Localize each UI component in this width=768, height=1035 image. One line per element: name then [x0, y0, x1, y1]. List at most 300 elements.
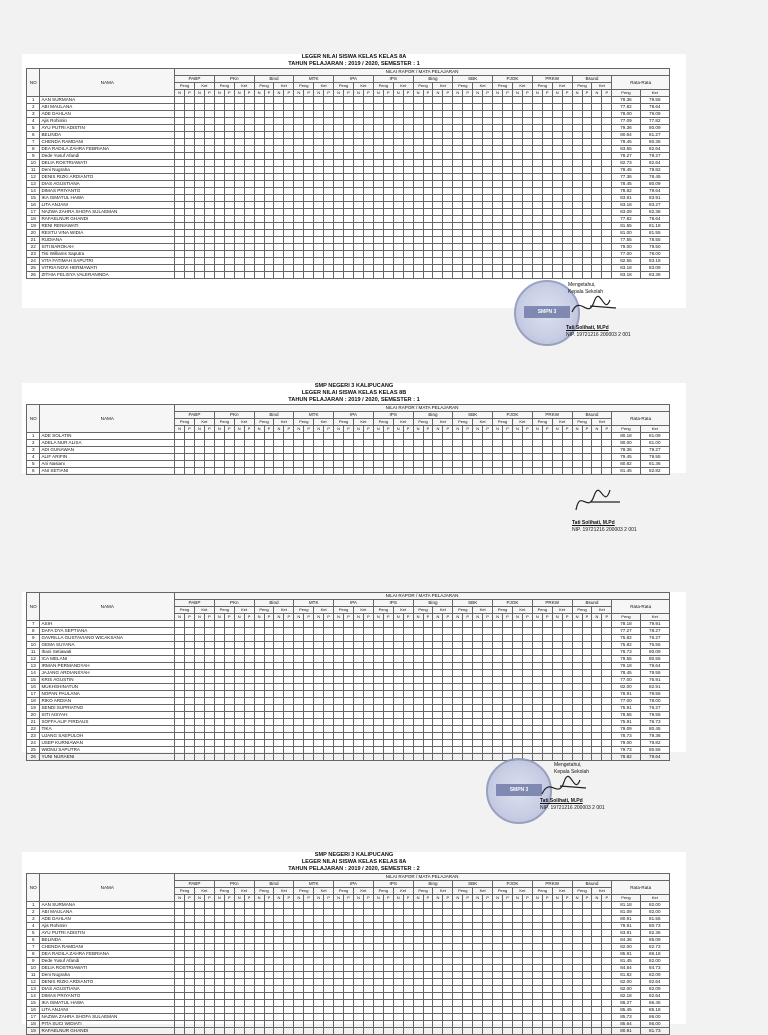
grade-cell: [194, 167, 204, 174]
grade-cell: [373, 656, 383, 663]
grade-cell: [324, 986, 334, 993]
row-number: 4: [27, 118, 40, 125]
grade-cell: [403, 440, 413, 447]
grade-cell: [383, 174, 393, 181]
grade-cell: [204, 909, 214, 916]
grade-cell: [522, 670, 532, 677]
student-name: ADELA NUR ALISA: [40, 440, 175, 447]
grade-cell: [254, 181, 264, 188]
student-name: AAN SURMANA: [40, 97, 175, 104]
grade-cell: [185, 733, 195, 740]
subheader-np: N: [532, 426, 542, 433]
average-peng: 78.82: [612, 754, 640, 761]
grade-cell: [254, 740, 264, 747]
grade-cell: [234, 902, 244, 909]
table-row: [27, 649, 670, 656]
grade-cell: [304, 139, 314, 146]
grade-cell: [592, 188, 602, 195]
grade-cell: [274, 972, 284, 979]
grade-cell: [552, 139, 562, 146]
grade-cell: [204, 726, 214, 733]
subheader-peng: Peng: [493, 419, 513, 426]
grade-cell: [453, 1021, 463, 1028]
grade-cell: [244, 202, 254, 209]
grade-cell: [423, 979, 433, 986]
grade-cell: [483, 251, 493, 258]
grade-cell: [373, 902, 383, 909]
grade-cell: [185, 719, 195, 726]
signature-name-block: [566, 325, 631, 338]
grade-cell: [185, 958, 195, 965]
grade-cell: [582, 740, 592, 747]
grade-cell: [562, 1021, 572, 1028]
subheader-peng: Peng: [532, 419, 552, 426]
grade-cell: [244, 958, 254, 965]
grade-cell: [334, 747, 344, 754]
grade-cell: [393, 986, 403, 993]
grade-cell: [204, 1028, 214, 1035]
grade-cell: [433, 930, 443, 937]
grade-cell: [602, 719, 612, 726]
grade-cell: [592, 916, 602, 923]
grade-cell: [393, 146, 403, 153]
grade-cell: [314, 656, 324, 663]
grade-cell: [453, 930, 463, 937]
subheader-np: P: [204, 426, 214, 433]
grade-cell: [483, 146, 493, 153]
grade-cell: [562, 719, 572, 726]
grade-cell: [522, 1028, 532, 1035]
grade-cell: [453, 726, 463, 733]
grade-cell: [532, 202, 542, 209]
grade-cell: [483, 111, 493, 118]
grade-cell: [463, 719, 473, 726]
average-ket: 82.64: [640, 993, 669, 1000]
grade-cell: [314, 272, 324, 279]
grade-cell: [522, 642, 532, 649]
subject-header: Bind: [254, 76, 294, 83]
grade-cell: [572, 202, 582, 209]
grade-cell: [503, 930, 513, 937]
grade-cell: [224, 649, 234, 656]
grade-cell: [304, 440, 314, 447]
grade-cell: [324, 670, 334, 677]
grade-cell: [185, 916, 195, 923]
grade-cell: [572, 635, 582, 642]
grade-cell: [413, 972, 423, 979]
grade-cell: [512, 468, 522, 475]
grade-cell: [433, 195, 443, 202]
grade-cell: [393, 1000, 403, 1007]
grade-cell: [185, 705, 195, 712]
table-row: [27, 642, 670, 649]
grade-cell: [512, 677, 522, 684]
subheader-np: N: [453, 90, 463, 97]
grade-cell: [473, 621, 483, 628]
grade-cell: [493, 677, 503, 684]
average-peng: 86.27: [612, 1000, 640, 1007]
grade-cell: [602, 902, 612, 909]
grade-cell: [334, 468, 344, 475]
grade-cell: [314, 902, 324, 909]
grade-cell: [353, 468, 363, 475]
grade-cell: [532, 733, 542, 740]
grade-cell: [592, 979, 602, 986]
grade-cell: [473, 691, 483, 698]
grade-cell: [473, 628, 483, 635]
subject-header: IPA: [334, 412, 374, 419]
grade-cell: [483, 719, 493, 726]
grade-cell: [234, 670, 244, 677]
average-ket: 76.91: [640, 677, 669, 684]
grade-cell: [602, 111, 612, 118]
grade-cell: [244, 1007, 254, 1014]
grade-cell: [175, 965, 185, 972]
grade-cell: [284, 649, 294, 656]
grade-cell: [284, 265, 294, 272]
grade-cell: [234, 209, 244, 216]
subheader-peng: Peng: [532, 83, 552, 90]
grade-cell: [542, 621, 552, 628]
grade-cell: [254, 684, 264, 691]
grade-cell: [443, 677, 453, 684]
subheader-np: P: [522, 90, 532, 97]
grade-cell: [194, 265, 204, 272]
grade-cell: [314, 663, 324, 670]
grade-cell: [274, 181, 284, 188]
grade-cell: [294, 670, 304, 677]
grade-cell: [274, 754, 284, 761]
grade-cell: [433, 272, 443, 279]
grade-cell: [542, 1007, 552, 1014]
grade-cell: [383, 986, 393, 993]
grade-cell: [503, 118, 513, 125]
subheader-np: N: [453, 895, 463, 902]
grade-cell: [552, 986, 562, 993]
grade-cell: [393, 216, 403, 223]
grade-cell: [254, 202, 264, 209]
grade-cell: [483, 223, 493, 230]
subheader-ket: Ket: [433, 83, 453, 90]
student-name: Ajis Rohimin: [40, 118, 175, 125]
grade-cell: [592, 705, 602, 712]
grade-cell: [264, 272, 274, 279]
grade-cell: [413, 621, 423, 628]
grade-cell: [453, 965, 463, 972]
grade-cell: [443, 993, 453, 1000]
grade-cell: [542, 986, 552, 993]
grade-cell: [393, 937, 403, 944]
grade-cell: [353, 202, 363, 209]
average-ket: 80.45: [640, 726, 669, 733]
grade-cell: [214, 216, 224, 223]
grade-cell: [314, 635, 324, 642]
grade-table: [26, 68, 670, 279]
grade-cell: [393, 118, 403, 125]
grade-cell: [552, 719, 562, 726]
grade-cell: [224, 754, 234, 761]
grade-cell: [294, 181, 304, 188]
grade-cell: [234, 160, 244, 167]
grade-cell: [264, 454, 274, 461]
grade-cell: [214, 1021, 224, 1028]
grade-cell: [562, 691, 572, 698]
grade-cell: [453, 937, 463, 944]
grade-cell: [512, 139, 522, 146]
grade-cell: [234, 1028, 244, 1035]
grade-cell: [493, 195, 503, 202]
grade-cell: [264, 202, 274, 209]
grade-cell: [264, 937, 274, 944]
grade-cell: [334, 930, 344, 937]
subheader-np: N: [473, 426, 483, 433]
grade-cell: [264, 916, 274, 923]
grade-cell: [244, 754, 254, 761]
subheader-ket: Ket: [353, 419, 373, 426]
table-row: [27, 635, 670, 642]
grade-cell: [453, 160, 463, 167]
student-name: RENI RENIAWATI: [40, 223, 175, 230]
grade-cell: [522, 740, 532, 747]
grade-cell: [403, 188, 413, 195]
grade-cell: [493, 916, 503, 923]
grade-cell: [423, 747, 433, 754]
grade-cell: [185, 202, 195, 209]
grade-cell: [344, 223, 354, 230]
grade-cell: [493, 188, 503, 195]
grade-cell: [194, 937, 204, 944]
grade-cell: [284, 993, 294, 1000]
grade-cell: [284, 698, 294, 705]
grade-cell: [473, 747, 483, 754]
grade-cell: [433, 902, 443, 909]
grade-cell: [562, 979, 572, 986]
grade-cell: [324, 1000, 334, 1007]
grade-cell: [602, 244, 612, 251]
subheader-np: N: [353, 895, 363, 902]
grade-cell: [254, 944, 264, 951]
grade-cell: [413, 216, 423, 223]
grade-cell: [423, 923, 433, 930]
grade-cell: [423, 965, 433, 972]
subheader-np: N: [214, 895, 224, 902]
grade-cell: [214, 951, 224, 958]
grade-cell: [264, 188, 274, 195]
grade-cell: [284, 258, 294, 265]
grade-cell: [512, 202, 522, 209]
grade-cell: [423, 209, 433, 216]
grade-cell: [214, 733, 224, 740]
grade-cell: [254, 230, 264, 237]
grade-cell: [572, 111, 582, 118]
subheader-peng: Peng: [294, 83, 314, 90]
grade-cell: [423, 230, 433, 237]
grade-cell: [393, 160, 403, 167]
subheader-np: P: [443, 895, 453, 902]
grade-cell: [423, 649, 433, 656]
grade-cell: [512, 447, 522, 454]
row-number: 8: [27, 951, 40, 958]
grade-cell: [383, 244, 393, 251]
grade-cell: [175, 649, 185, 656]
grade-cell: [552, 433, 562, 440]
subheader-np: N: [314, 426, 324, 433]
grade-cell: [383, 621, 393, 628]
grade-cell: [552, 1014, 562, 1021]
row-number: 4: [27, 454, 40, 461]
grade-cell: [284, 635, 294, 642]
grade-cell: [433, 621, 443, 628]
grade-cell: [532, 433, 542, 440]
subheader-np: P: [403, 426, 413, 433]
grade-cell: [274, 719, 284, 726]
grade-cell: [592, 1021, 602, 1028]
grade-cell: [175, 670, 185, 677]
grade-cell: [304, 1007, 314, 1014]
grade-cell: [284, 174, 294, 181]
grade-cell: [582, 167, 592, 174]
grade-cell: [324, 118, 334, 125]
table-row: [27, 754, 670, 761]
grade-cell: [324, 740, 334, 747]
grade-cell: [314, 649, 324, 656]
grade-cell: [373, 958, 383, 965]
grade-cell: [453, 628, 463, 635]
grade-cell: [264, 146, 274, 153]
grade-cell: [403, 951, 413, 958]
grade-cell: [572, 726, 582, 733]
grade-cell: [344, 230, 354, 237]
subheader-np: N: [413, 426, 423, 433]
grade-cell: [602, 188, 612, 195]
average-ket: 82.09: [640, 986, 669, 993]
grade-cell: [294, 167, 304, 174]
grade-cell: [284, 1021, 294, 1028]
grade-cell: [294, 684, 304, 691]
grade-cell: [314, 174, 324, 181]
grade-cell: [403, 195, 413, 202]
grade-cell: [264, 97, 274, 104]
grade-cell: [562, 916, 572, 923]
grade-cell: [493, 754, 503, 761]
grade-cell: [254, 1028, 264, 1035]
grade-cell: [244, 454, 254, 461]
grade-cell: [294, 1007, 304, 1014]
grade-cell: [214, 104, 224, 111]
grade-cell: [294, 902, 304, 909]
grade-cell: [353, 993, 363, 1000]
grade-cell: [473, 440, 483, 447]
subheader-np: N: [373, 426, 383, 433]
grade-cell: [413, 1007, 423, 1014]
grade-cell: [353, 649, 363, 656]
grade-cell: [334, 258, 344, 265]
grade-cell: [453, 712, 463, 719]
grade-cell: [284, 930, 294, 937]
grade-cell: [294, 979, 304, 986]
grade-cell: [572, 272, 582, 279]
row-number: 21: [27, 719, 40, 726]
subheader-np: N: [433, 426, 443, 433]
grade-cell: [493, 237, 503, 244]
grade-cell: [314, 118, 324, 125]
grade-cell: [185, 447, 195, 454]
grade-cell: [254, 160, 264, 167]
table-row: [27, 951, 670, 958]
grade-cell: [602, 237, 612, 244]
grade-cell: [423, 118, 433, 125]
grade-cell: [542, 125, 552, 132]
grade-cell: [274, 216, 284, 223]
grade-cell: [463, 951, 473, 958]
grade-cell: [413, 244, 423, 251]
grade-cell: [552, 1000, 562, 1007]
grade-cell: [185, 174, 195, 181]
grade-cell: [363, 747, 373, 754]
grade-cell: [175, 628, 185, 635]
subheader-np: N: [552, 895, 562, 902]
row-number: 10: [27, 965, 40, 972]
grade-cell: [224, 125, 234, 132]
grade-cell: [204, 705, 214, 712]
grade-cell: [473, 642, 483, 649]
grade-cell: [592, 944, 602, 951]
grade-cell: [175, 223, 185, 230]
subheader-np: P: [562, 426, 572, 433]
grade-cell: [204, 195, 214, 202]
grade-cell: [552, 440, 562, 447]
grade-cell: [194, 237, 204, 244]
grade-cell: [353, 440, 363, 447]
grade-cell: [393, 468, 403, 475]
grade-cell: [473, 958, 483, 965]
grade-cell: [542, 1000, 552, 1007]
average-ket: 77.82: [640, 118, 669, 125]
grade-cell: [344, 923, 354, 930]
grade-cell: [562, 649, 572, 656]
grade-cell: [214, 447, 224, 454]
grade-cell: [592, 181, 602, 188]
subheader-peng: Peng: [572, 419, 592, 426]
grade-cell: [453, 237, 463, 244]
grade-cell: [185, 979, 195, 986]
grade-cell: [493, 244, 503, 251]
grade-cell: [264, 733, 274, 740]
grade-cell: [512, 146, 522, 153]
grade-cell: [413, 909, 423, 916]
grade-cell: [552, 97, 562, 104]
grade-cell: [542, 944, 552, 951]
grade-cell: [562, 733, 572, 740]
grade-cell: [562, 454, 572, 461]
subheader-peng: Peng: [612, 895, 640, 902]
grade-cell: [503, 635, 513, 642]
grade-cell: [204, 433, 214, 440]
grade-cell: [363, 174, 373, 181]
grade-cell: [542, 118, 552, 125]
grade-cell: [503, 958, 513, 965]
grade-cell: [214, 1000, 224, 1007]
average-ket: 83.91: [640, 195, 669, 202]
subheader-np: N: [473, 614, 483, 621]
grade-cell: [254, 656, 264, 663]
grade-cell: [373, 468, 383, 475]
student-name: DIAS AGUSTIANA: [40, 986, 175, 993]
subject-header: PKn: [214, 412, 254, 419]
grade-cell: [413, 691, 423, 698]
grade-cell: [234, 642, 244, 649]
subheader-ket: Ket: [552, 83, 572, 90]
